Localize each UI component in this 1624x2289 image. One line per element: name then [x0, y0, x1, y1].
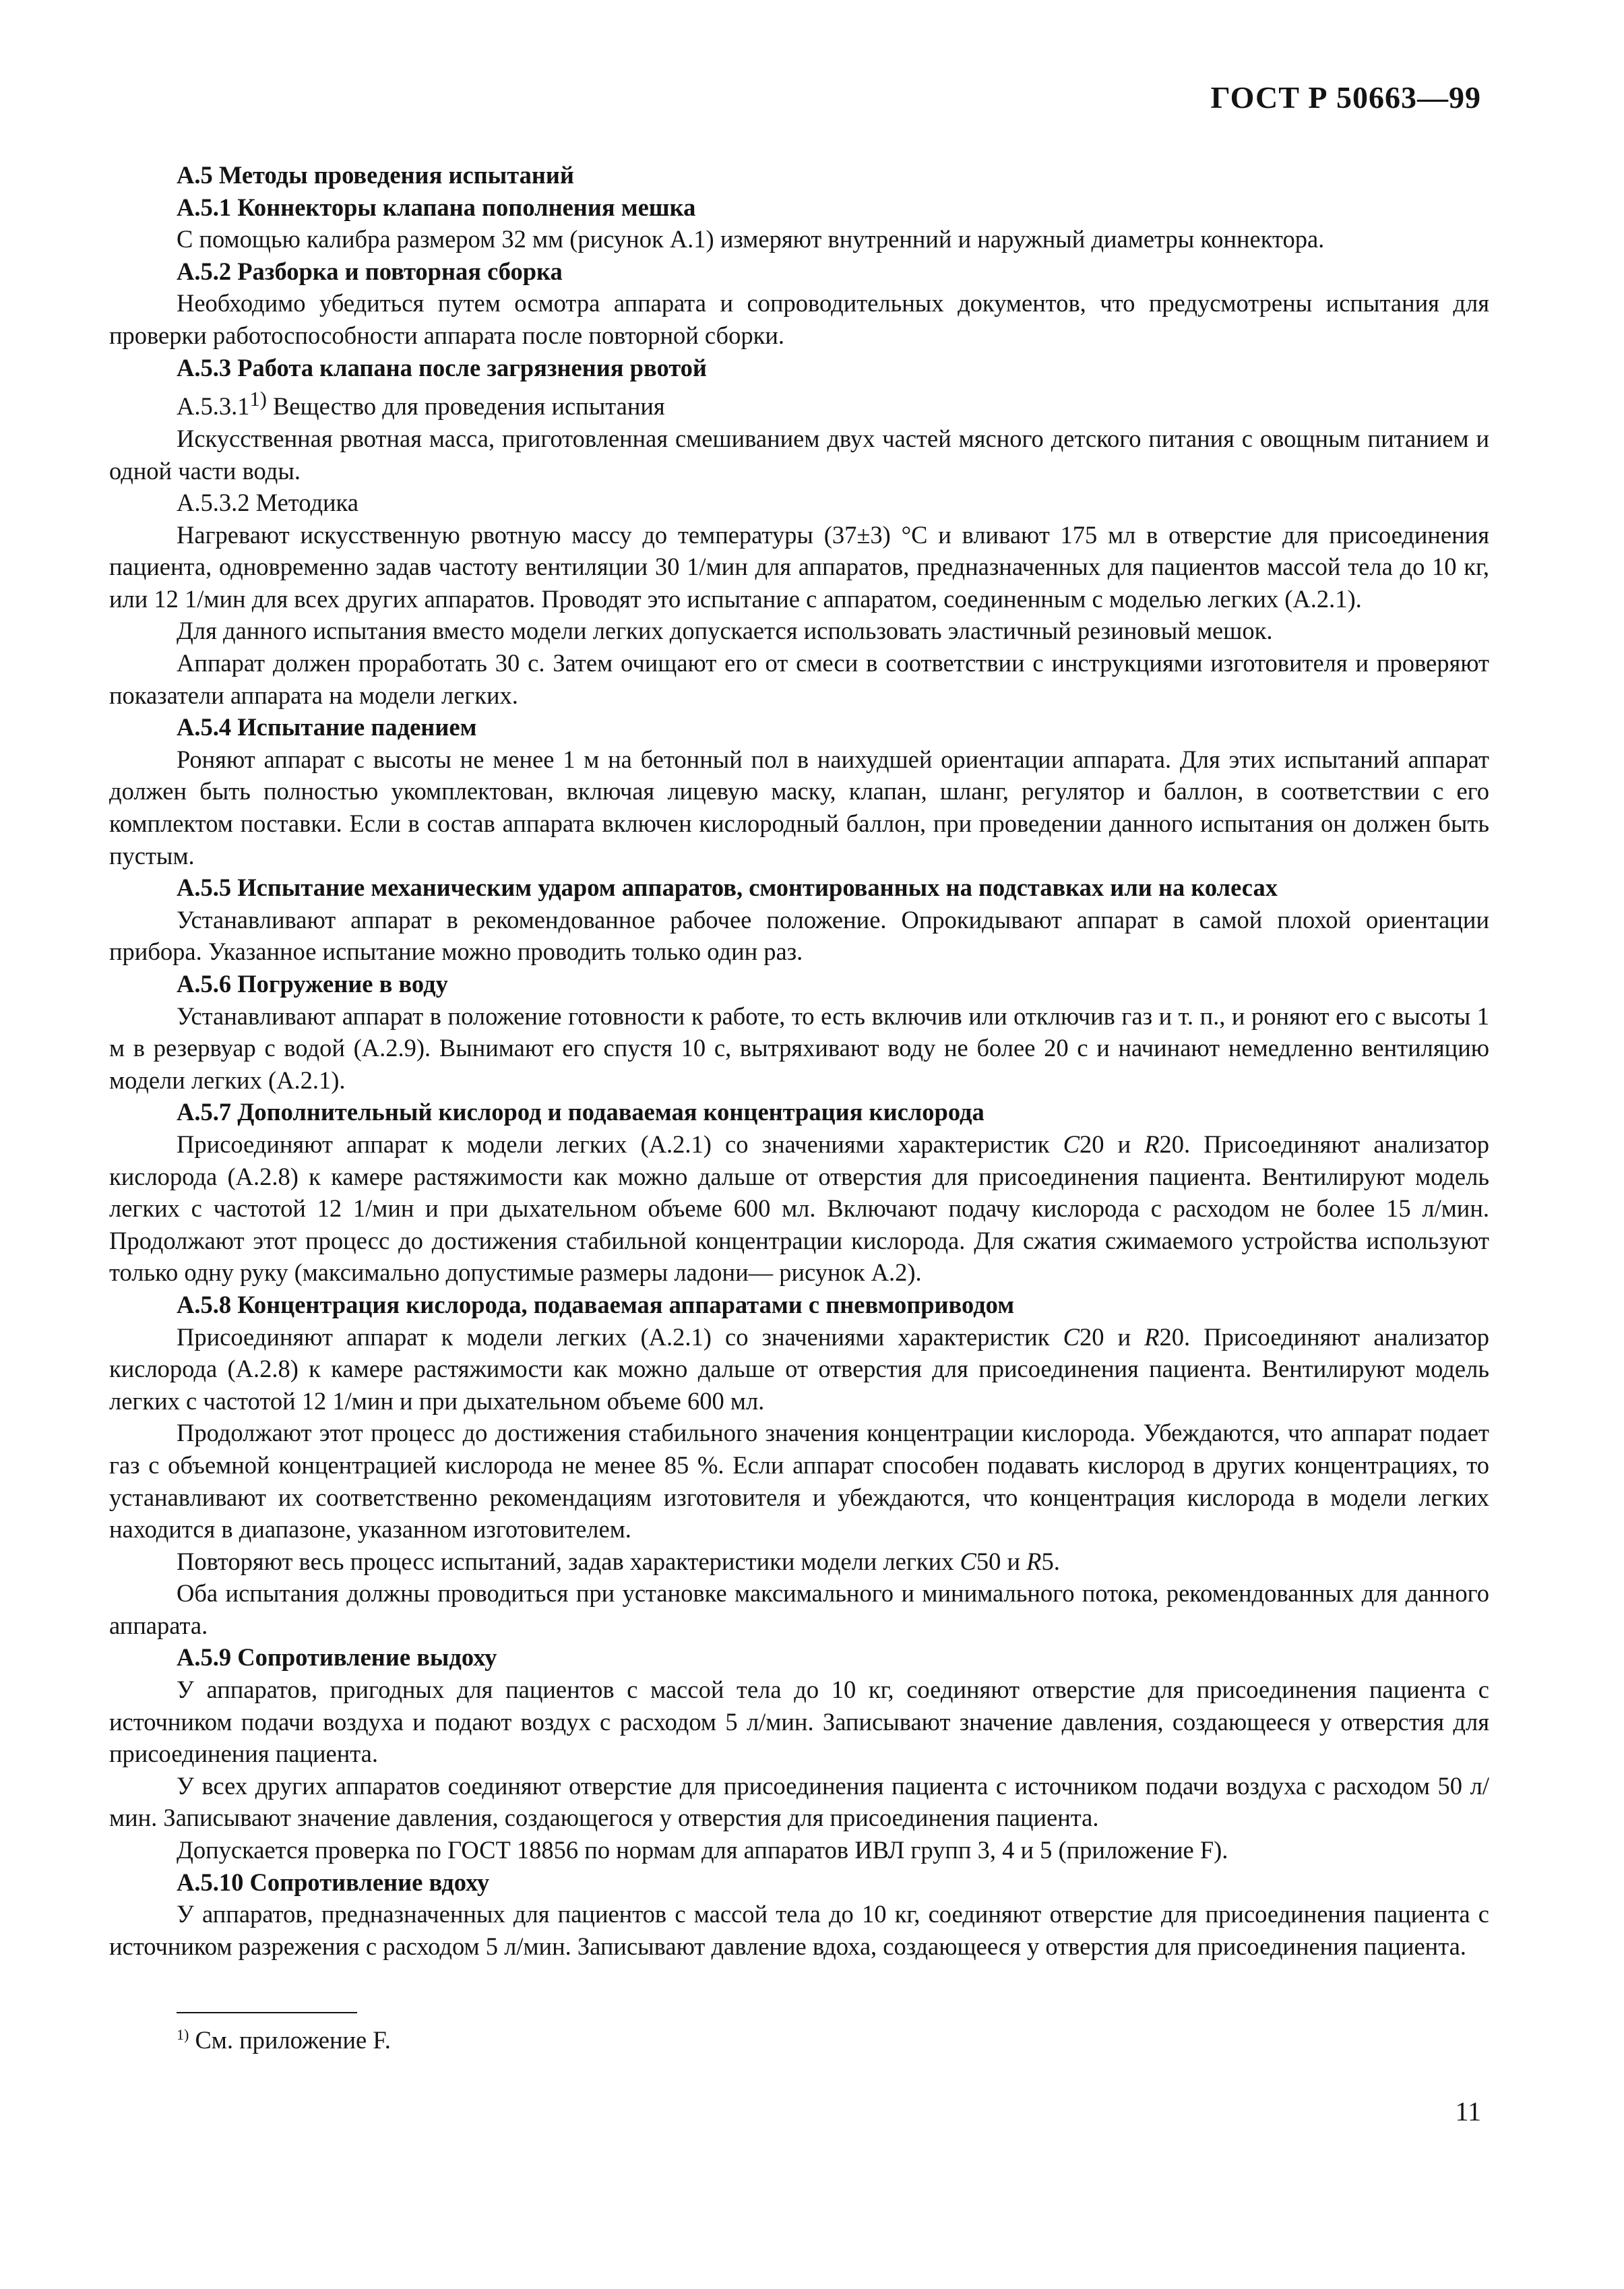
footnote-divider: [177, 2012, 357, 2013]
subsection-label: А.5.3.2 Методика: [177, 489, 358, 517]
text-run: Присоединяют аппарат к модели легких (А.2.1) со значениями характеристик: [177, 1130, 1063, 1158]
section-heading: А.5.1 Коннекторы клапана пополнения мешка: [177, 193, 696, 221]
paragraph: Для данного испытания вместо модели легких допускается использовать эластичный резиновый мешок.: [177, 617, 1273, 645]
footnote-text: См. приложение F.: [189, 2026, 391, 2054]
paragraph: Нагревают искусственную рвотную массу до температуры (37±3) °С и вливают 175 мл в отверстие для присоединения пациента, одновременно задав частоту вентиляции 30 1/мин для аппаратов, предназначенных для пациентов массой тела до 10 кг, или 12 1/мин для всех других аппаратов. Проводят это испытание с аппаратом, соединенным с моделью легких (А.2.1).: [109, 520, 1489, 613]
symbol-r: R: [1026, 1547, 1042, 1575]
paragraph: У аппаратов, пригодных для пациентов с массой тела до 10 кг, соединяют отверстие для присоединения пациента с источником подачи воздуха и подают воздух с расходом 5 л/мин. Записывают значение давления, создающееся у отверстия для присоединения пациента.: [109, 1676, 1489, 1768]
paragraph: Устанавливают аппарат в положение готовности к работе, то есть включив или отключив газ и т. п., и роняют его с высоты 1 м в резервуар с водой (А.2.9). Вынимают его спустя 10 с, вытряхивают воду не более 20 с и начинают немедленно вентиляцию модели легких (А.2.1).: [109, 1002, 1489, 1094]
text-run: 20 и: [1079, 1322, 1145, 1351]
paragraph: Допускается проверка по ГОСТ 18856 по нормам для аппаратов ИВЛ групп 3, 4 и 5 (приложение F).: [177, 1836, 1228, 1864]
section-heading: А.5.6 Погружение в воду: [177, 970, 448, 998]
document-body: [109, 159, 1489, 1962]
section-heading: А.5.3 Работа клапана после загрязнения рвотой: [177, 353, 707, 382]
section-heading: А.5 Методы проведения испытаний: [177, 161, 574, 189]
paragraph: Аппарат должен проработать 30 с. Затем очищают его от смеси в соответствии с инструкциями изготовителя и проверяют показатели аппарата на модели легких.: [109, 649, 1489, 709]
section-heading: А.5.9 Сопротивление выдоху: [177, 1643, 497, 1672]
section-heading: А.5.4 Испытание падением: [177, 713, 477, 741]
paragraph: Необходимо убедиться путем осмотра аппарата и сопроводительных документов, что предусмотрены испытания для проверки работоспособности аппарата после повторной сборки.: [109, 289, 1489, 349]
section-heading: А.5.5 Испытание механическим ударом аппаратов, смонтированных на подставках или на колесах: [177, 874, 1278, 902]
symbol-c: С: [1063, 1322, 1080, 1351]
paragraph: [109, 1128, 1489, 1289]
paragraph: Продолжают этот процесс до достижения стабильного значения концентрации кислорода. Убеждаются, что аппарат подает газ с объемной концентрацией кислорода не менее 85 %. Если аппарат способен подавать кислород в других концентрациях, то устанавливают их соответственно рекомендациям изготовителя и убеждаются, что концентрация кислорода в модели легких находится в диапазоне, указанном изготовителем.: [109, 1419, 1489, 1544]
paragraph: Искусственная рвотная масса, приготовленная смешиванием двух частей мясного детского питания с овощным питанием и одной части воды.: [109, 424, 1489, 485]
text-run: 20 и: [1079, 1130, 1145, 1158]
paragraph: Оба испытания должны проводиться при установке максимального и минимального потока, рекомендованных для данного аппарата.: [109, 1579, 1489, 1639]
symbol-c: С: [960, 1547, 976, 1575]
section-heading: А.5.10 Сопротивление вдоху: [177, 1868, 490, 1896]
paragraph: С помощью калибра размером 32 мм (рисунок А.1) измеряют внутренний и наружный диаметры коннектора.: [177, 225, 1325, 253]
section-heading: А.5.8 Концентрация кислорода, подаваемая аппаратами с пневмоприводом: [177, 1290, 1015, 1318]
section-heading: А.5.7 Дополнительный кислород и подаваемая концентрация кислорода: [177, 1098, 985, 1126]
paragraph: Роняют аппарат с высоты не менее 1 м на бетонный пол в наихудшей ориентации аппарата. Для этих испытаний аппарат должен быть полностью укомплектован, включая лицевую маску, клапан, шланг, регулятор и баллон, в соответствии с его комплектом поставки. Если в состав аппарата включен кислородный баллон, при проведении данного испытания он должен быть пустым.: [109, 745, 1489, 869]
subsection-label: [109, 384, 1489, 423]
paragraph: У аппаратов, предназначенных для пациентов с массой тела до 10 кг, соединяют отверстие для присоединения пациента с источником разрежения с расходом 5 л/мин. Записывают давление вдоха, создающееся у отверстия для присоединения пациента.: [109, 1900, 1489, 1960]
symbol-r: R: [1144, 1322, 1160, 1351]
text-run: 20. Присоединяют анализатор кислорода (А.2.8) к камере растяжимости как можно дальше от отверстия для присоединения пациента. Вентилируют модель легких с частотой 12 1/мин и при дыхательном объеме 600 мл. Включают подачу кислорода с расходом не более 15 л/мин. Продолжают этот процесс до достижения стабильной концентрации кислорода. Для сжатия сжимаемого устройства используют только одну руку (максимально допустимые размеры ладони— рисунок А.2).: [109, 1130, 1489, 1287]
subsection-title: Вещество для проведения испытания: [266, 392, 665, 421]
page-number: 11: [1455, 2096, 1481, 2127]
text-run: 20. Присоединяют анализатор кислорода (А.2.8) к камере растяжимости как можно дальше от отверстия для присоединения пациента. Вентилируют модель легких с частотой 12 1/мин и при дыхательном объеме 600 мл.: [109, 1322, 1489, 1415]
footnote-reference: 1): [249, 388, 267, 411]
footnote: [177, 2025, 391, 2054]
text-run: 50 и: [976, 1547, 1027, 1575]
paragraph: [109, 1321, 1489, 1417]
text-run: Повторяют весь процесс испытаний, задав характеристики модели легких: [177, 1547, 960, 1575]
paragraph: [109, 1546, 1489, 1578]
subsection-number: А.5.3.1: [177, 392, 250, 421]
paragraph: У всех других аппаратов соединяют отверстие для присоединения пациента с источником подачи воздуха с расходом 50 л/мин. Записывают значение давления, создающегося у отверстия для присоединения пациента.: [109, 1771, 1489, 1832]
symbol-r: R: [1144, 1130, 1160, 1158]
paragraph: Устанавливают аппарат в рекомендованное рабочее положение. Опрокидывают аппарат в самой плохой ориентации прибора. Указанное испытание можно проводить только один раз.: [109, 905, 1489, 966]
text-run: 5.: [1041, 1547, 1060, 1575]
section-heading: А.5.2 Разборка и повторная сборка: [177, 257, 563, 285]
standard-header: ГОСТ Р 50663—99: [1210, 80, 1481, 115]
footnote-marker: 1): [177, 2025, 189, 2043]
symbol-c: С: [1063, 1130, 1080, 1158]
text-run: Присоединяют аппарат к модели легких (А.2.1) со значениями характеристик: [177, 1322, 1063, 1351]
